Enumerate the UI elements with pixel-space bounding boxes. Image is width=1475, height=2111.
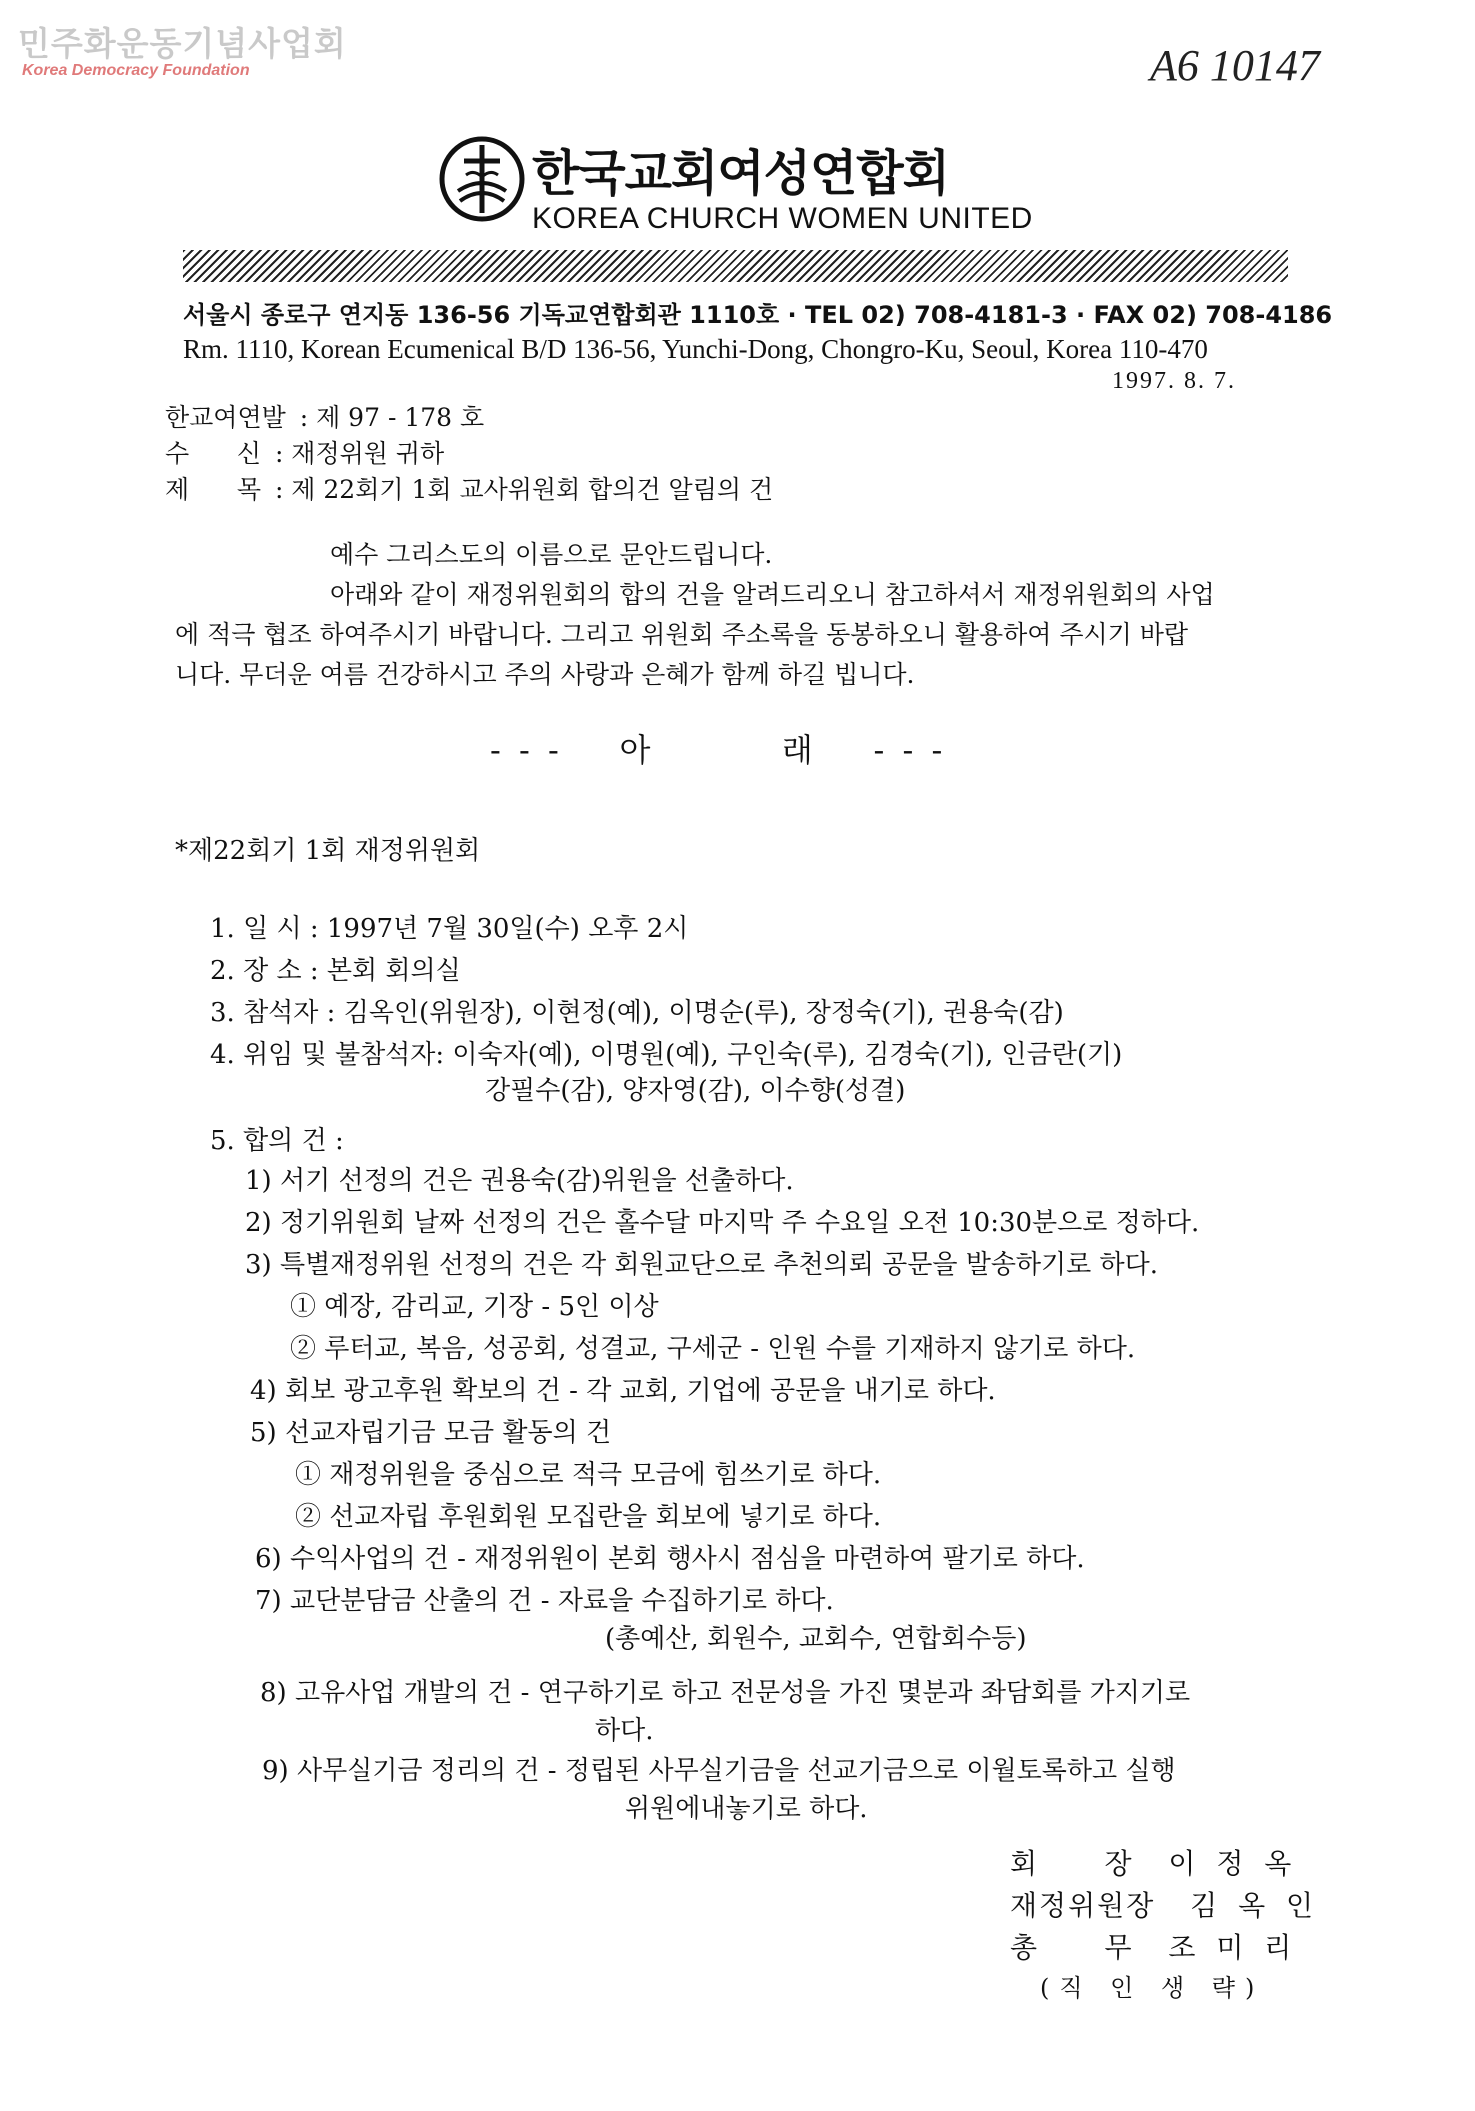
org-name-korean: 한국교회여성연합회	[532, 144, 950, 202]
signature-name: 이 정 옥	[1168, 1847, 1298, 1880]
agreement-item: 1) 서기 선정의 건은 권용숙(감)위원을 선출하다.	[245, 1166, 794, 1196]
agreement-subitem: ② 선교자립 후원회원 모집란을 회보에 넣기로 하다.	[295, 1502, 882, 1532]
watermark-english: Korea Democracy Foundation	[22, 62, 250, 79]
subject-value: : 제 22회기 1회 교사위원회 합의건 알림의 건	[274, 475, 774, 504]
agreement-subitem: ② 루터교, 복음, 성공회, 성결교, 구세군 - 인원 수를 기재하지 않기로 하다.	[290, 1334, 1136, 1364]
subject-row	[165, 470, 773, 506]
doc-number-label: 한교여연발	[165, 403, 286, 432]
document-date: 1997. 8. 7.	[1112, 368, 1236, 394]
agreement-continuation: 위원에내놓기로 하다.	[625, 1794, 868, 1824]
watermark-korean: 민주화운동기념사업회	[18, 24, 347, 63]
address-english: Rm. 1110, Korean Ecumenical B/D 136-56, Yunchi-Dong, Chongro-Ku, Seoul, Korea 110-470	[183, 334, 1208, 364]
agreement-item: 4) 회보 광고후원 확보의 건 - 각 교회, 기업에 공문을 내기로 하다.	[250, 1376, 996, 1406]
recipient-value: : 재정위원 귀하	[274, 439, 445, 468]
agreement-note: (총예산, 회원수, 교회수, 연합회수등)	[605, 1624, 1027, 1654]
list-item: 2. 장 소 : 본회 회의실	[210, 956, 461, 986]
agreement-item: 6) 수익사업의 건 - 재정위원이 본회 행사시 점심을 마련하여 팔기로 하다.	[255, 1544, 1085, 1574]
list-item: 5. 합의 건 :	[210, 1126, 344, 1156]
subject-label: 제 목	[165, 475, 261, 504]
archive-number: A6 10147	[1150, 41, 1320, 90]
agreement-item: 7) 교단분담금 산출의 건 - 자료을 수집하기로 하다.	[255, 1586, 834, 1616]
seal-omitted-note: (직 인 생 략)	[1040, 1974, 1265, 2002]
list-item: 강필수(감), 양자영(감), 이수향(성결)	[485, 1076, 906, 1106]
org-name-english: KOREA CHURCH WOMEN UNITED	[532, 202, 1033, 235]
doc-number-row	[165, 398, 484, 434]
agreement-subitem: ① 재정위원을 중심으로 적극 모금에 힘쓰기로 하다.	[295, 1460, 882, 1490]
list-item: 1. 일 시 : 1997년 7월 30일(수) 오후 2시	[210, 914, 689, 944]
section-title: *제22회기 1회 재정위원회	[175, 836, 481, 866]
signature-row	[1010, 1842, 1297, 1882]
agreement-item: 9) 사무실기금 정리의 건 - 정립된 사무실기금을 선교기금으로 이월토록하고 실행	[262, 1756, 1176, 1786]
agreement-subitem: ① 예장, 감리교, 기장 - 5인 이상	[290, 1292, 659, 1322]
header-divider-band	[183, 250, 1288, 282]
intro-line: 아래와 같이 재정위원회의 합의 건을 알려드리오니 참고하셔서 재정위원회의 사업	[330, 580, 1215, 609]
signature-title: 회 장	[1010, 1847, 1134, 1880]
signature-title: 총 무	[1010, 1931, 1134, 1964]
intro-line: 니다. 무더운 여름 건강하시고 주의 사랑과 은혜가 함께 하길 빕니다.	[175, 660, 915, 689]
signature-name: 김 옥 인	[1190, 1889, 1320, 1922]
agreement-item: 8) 고유사업 개발의 건 - 연구하기로 하고 전문성을 가진 몇분과 좌담회를 가지기로	[260, 1678, 1191, 1708]
agreement-item: 3) 특별재정위원 선정의 건은 각 회원교단으로 추천의뢰 공문을 발송하기로 하다.	[245, 1250, 1159, 1280]
section-heading: - - - 아 래 - - -	[490, 731, 947, 769]
address-korean: 서울시 종로구 연지동 136-56 기독교연합회관 1110호 · TEL 02) 708-4181-3 · FAX 02) 708-4186	[183, 301, 1333, 329]
signature-row	[1010, 1926, 1297, 1966]
agreement-item: 2) 정기위원회 날짜 선정의 건은 홀수달 마지막 주 수요일 오전 10:30분으로 정하다.	[245, 1208, 1200, 1238]
list-item: 3. 참석자 : 김옥인(위원장), 이현정(예), 이명순(루), 장정숙(기), 권용숙(감)	[210, 998, 1064, 1028]
intro-line: 에 적극 협조 하여주시기 바랍니다. 그리고 위원회 주소록을 동봉하오니 활용하여 주시기 바랍	[175, 620, 1189, 649]
recipient-label: 수 신	[165, 439, 261, 468]
church-cross-logo-icon	[438, 135, 526, 227]
signature-name: 조 미 리	[1168, 1931, 1298, 1964]
doc-number-value: : 제 97 - 178 호	[299, 403, 485, 432]
agreement-continuation: 하다.	[595, 1716, 654, 1746]
signature-title: 재정위원장	[1010, 1889, 1156, 1922]
recipient-row	[165, 434, 444, 470]
intro-line: 예수 그리스도의 이름으로 문안드립니다.	[330, 540, 773, 569]
agreement-item: 5) 선교자립기금 모금 활동의 건	[250, 1418, 612, 1448]
list-item: 4. 위임 및 불참석자: 이숙자(예), 이명원(예), 구인숙(루), 김경숙(기), 인금란(기)	[210, 1040, 1123, 1070]
signature-row	[1010, 1884, 1319, 1924]
